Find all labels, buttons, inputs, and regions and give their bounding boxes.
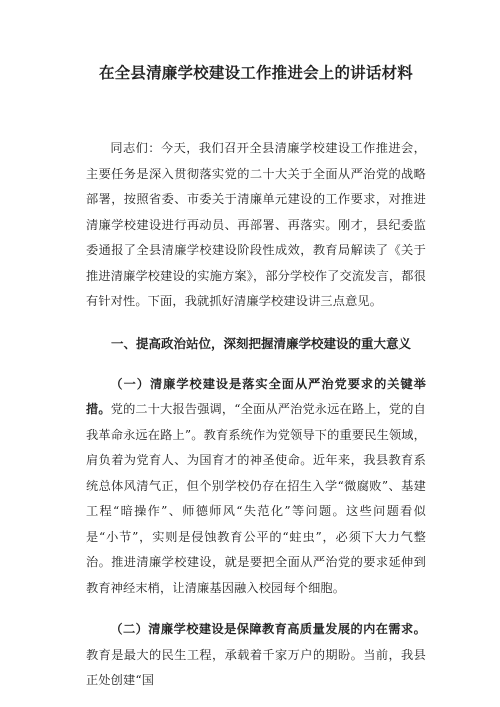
document-title: 在全县清廉学校建设工作推进会上的讲话材料 bbox=[98, 64, 413, 82]
point-2-lead: （二）清廉学校建设是保障教育高质量发展的内在需求。 bbox=[110, 622, 426, 636]
point-2-paragraph bbox=[86, 617, 426, 694]
point-1-body: 党的二十大报告强调，“全面从严治党永远在路上，党的自我革命永远在路上”。教育系统作为党领导下的重要民生领域，肩负着为党育人、为国育才的神圣使命。近年来，我县教育系统总体风清气正，但个别学校仍存在招生入学“微腐败”、基建工程“暗操作”、师德师风“失范化”等问题。这些问题看似是“小节”，实则是侵蚀教育公平的“蛀虫”，必须下大力气整治。推进清廉学校建设，就是要把全面从严治党的要求延伸到教育神经末梢，让清廉基因融入校园每个细胞。 bbox=[86, 402, 426, 595]
point-2-body: 教育是最大的民生工程，承载着千家万户的期盼。当前，我县正处创建“国 bbox=[86, 647, 426, 687]
section-heading-1: 一、提高政治站位，深刻把握清廉学校建设的重大意义 bbox=[111, 335, 412, 351]
point-1-paragraph bbox=[86, 372, 426, 602]
point-1-lead: （一）清廉学校建设是落实全面从严治党要求的关键举措。 bbox=[86, 376, 426, 416]
intro-paragraph: 同志们：今天，我们召开全县清廉学校建设工作推进会，主要任务是深入贯彻落实党的二十大关于全面从严治党的战略部署，按照省委、市委关于清廉单元建设的工作要求，对推进清廉学校建设进行再动员、再部署、再落实。刚才，县纪委监委通报了全县清廉学校建设阶段性成效，教育局解读了《关于推进清廉学校建设的实施方案》，部分学校作了交流发言，都很有针对性。下面，我就抓好清廉学校建设讲三点意见。 bbox=[86, 141, 426, 308]
